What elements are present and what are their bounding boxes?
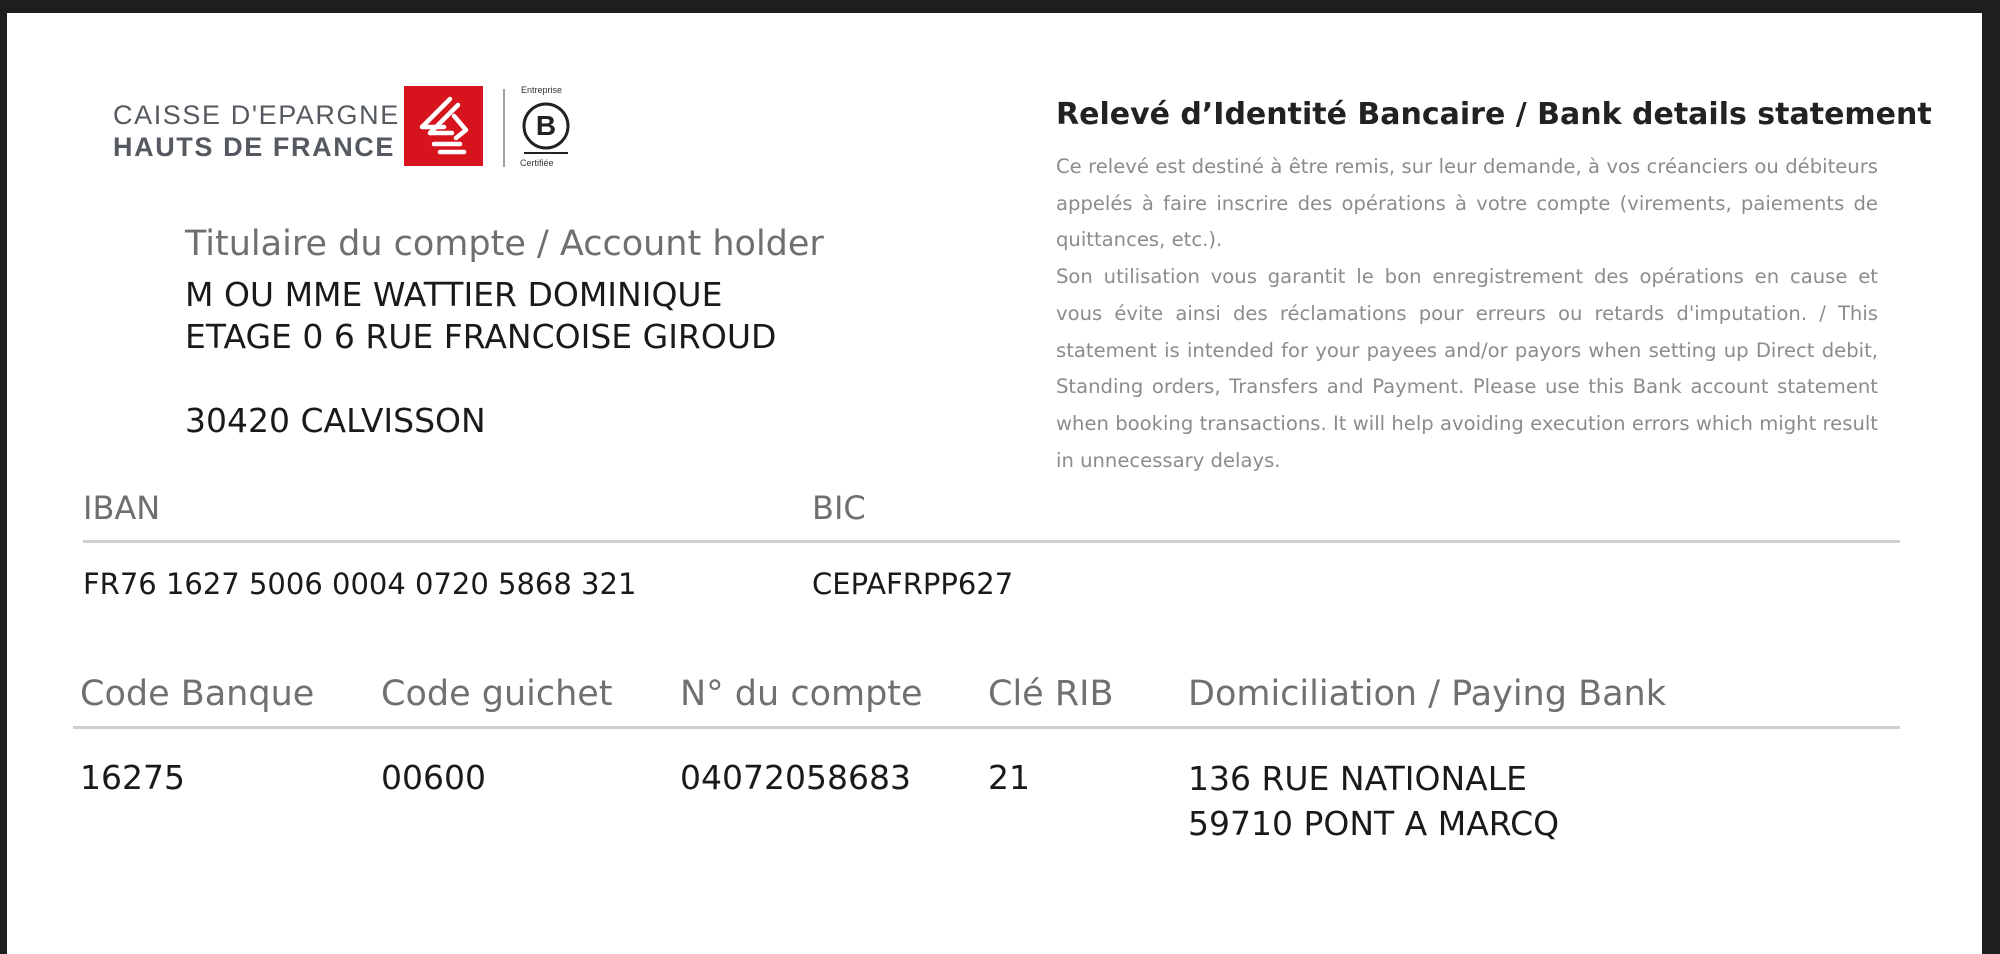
squirrel-icon [404, 86, 483, 166]
brand-line-2: HAUTS DE FRANCE [113, 132, 396, 162]
account-holder-name: M OU MME WATTIER DOMINIQUE [185, 275, 723, 314]
code-guichet-value: 00600 [381, 758, 486, 797]
col-cle-rib-label: Clé RIB [988, 674, 1114, 714]
brand-name [113, 99, 400, 163]
rib-divider [73, 726, 1900, 729]
rib-document [7, 13, 1982, 954]
bic-value: CEPAFRPP627 [812, 567, 1014, 601]
account-holder-address-2: 30420 CALVISSON [185, 401, 486, 440]
bcorp-letter: B [535, 110, 557, 141]
domiciliation-value [1188, 756, 1559, 846]
cle-rib-value: 21 [988, 758, 1030, 797]
bcorp-bottom-label: Certifiée [520, 158, 554, 168]
account-holder-address-1: ETAGE 0 6 RUE FRANCOISE GIROUD [185, 317, 777, 356]
disclaimer-paragraph-1: Ce relevé est destiné à être remis, sur leur demande, à vos créanciers ou débiteurs appelés à faire inscrire des opérations à votre compte (virements, paiements de quittances, etc.). [1056, 155, 1878, 252]
domiciliation-line-1: 136 RUE NATIONALE [1188, 759, 1527, 798]
code-banque-value: 16275 [80, 758, 185, 797]
col-domiciliation-label: Domiciliation / Paying Bank [1188, 674, 1666, 714]
disclaimer-paragraph-2: Son utilisation vous garantit le bon enregistrement des opérations en cause et vous évite ainsi des réclamations pour erreurs ou retards d'imputation. / This statement is intended for your payees and/or payors when setting up Direct debit, Standing orders, Transfers and Payment. Please use this Bank account statement when booking transactions. It will help avoiding execution errors which might result in unnecessary delays. [1056, 265, 1878, 472]
statement-disclaimer [1056, 149, 1878, 479]
brand-line-1: CAISSE D'EPARGNE [113, 100, 400, 130]
bic-label: BIC [812, 489, 866, 527]
col-code-banque-label: Code Banque [80, 674, 315, 714]
statement-title: Relevé d’Identité Bancaire / Bank details statement [1056, 97, 1932, 132]
bcorp-certified-logo [519, 85, 573, 171]
col-code-guichet-label: Code guichet [381, 674, 613, 714]
domiciliation-line-2: 59710 PONT A MARCQ [1188, 804, 1560, 843]
logo-divider [503, 89, 505, 167]
iban-divider [83, 540, 1900, 543]
numero-compte-value: 04072058683 [680, 758, 911, 797]
account-holder-label: Titulaire du compte / Account holder [185, 224, 824, 264]
iban-value: FR76 1627 5006 0004 0720 5868 321 [83, 567, 637, 601]
iban-label: IBAN [83, 489, 161, 527]
col-numero-compte-label: N° du compte [680, 674, 923, 714]
bcorp-top-label: Entreprise [521, 85, 563, 95]
caisse-epargne-squirrel-logo-icon [404, 86, 483, 166]
